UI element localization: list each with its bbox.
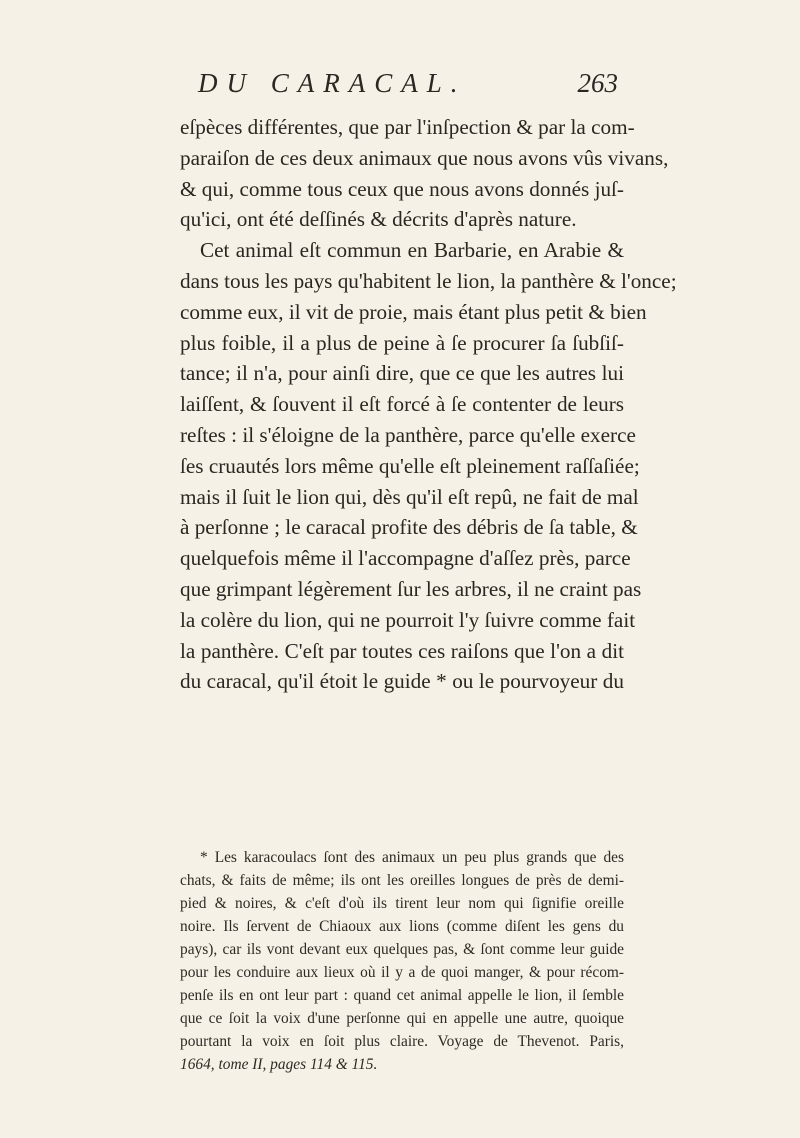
footnote-line: pour les conduire aux lieux où il y a de quoi manger, & pour récom- bbox=[180, 964, 624, 981]
footnote-line: pourtant la voix en ſoit plus claire. Voyage de Thevenot. Paris, bbox=[180, 1033, 624, 1050]
body-line: tance; il n'a, pour ainſi dire, que ce que les autres lui bbox=[180, 361, 624, 386]
running-head bbox=[188, 68, 618, 108]
footnote-line: 1664, tome II, pages 114 & 115. bbox=[180, 1056, 378, 1073]
body-line: quelquefois même il l'accompagne d'aſſez près, parce bbox=[180, 546, 631, 571]
footnote-line: penſe ils en ont leur part : quand cet animal appelle le lion, il ſemble bbox=[180, 987, 624, 1004]
body-line: Cet animal eſt commun en Barbarie, en Arabie & bbox=[200, 238, 624, 263]
footnote-line: pied & noires, & c'eſt d'où ils tirent leur nom qui ſignifie oreille bbox=[180, 895, 624, 912]
footnote-line: * Les karacoulacs ſont des animaux un peu plus grands que des bbox=[200, 849, 624, 866]
body-line: la panthère. C'eſt par toutes ces raiſons que l'on a dit bbox=[180, 638, 624, 663]
body-line: la colère du lion, qui ne pourroit l'y ſuivre comme fait bbox=[180, 607, 636, 632]
body-line: & qui, comme tous ceux que nous avons donnés juſ- bbox=[180, 176, 624, 201]
footnote bbox=[180, 846, 624, 1076]
body-line: que grimpant légèrement ſur les arbres, il ne craint pas bbox=[180, 576, 642, 601]
body-line: mais il ſuit le lion qui, dès qu'il eſt repû, ne fait de mal bbox=[180, 484, 639, 509]
footnote-line: que ce ſoit la voix d'une perſonne qui en appelle une autre, quoique bbox=[180, 1010, 624, 1027]
footnote-line: noire. Ils ſervent de Chiaoux aux lions (comme diſent les gens du bbox=[180, 918, 624, 935]
body-line: plus foible, il a plus de peine à ſe procurer ſa ſubſiſ- bbox=[180, 330, 624, 355]
body-line: comme eux, il vit de proie, mais étant plus petit & bien bbox=[180, 299, 647, 324]
running-title: DU CARACAL. bbox=[198, 68, 467, 98]
page-number: 263 bbox=[577, 68, 618, 98]
body-line: qu'ici, ont été deſſinés & décrits d'après nature. bbox=[180, 207, 577, 232]
body-text bbox=[180, 112, 677, 697]
body-line: reſtes : il s'éloigne de la panthère, parce qu'elle exerce bbox=[180, 422, 636, 447]
footnote-line: chats, & faits de même; ils ont les oreilles longues de près de demi- bbox=[180, 872, 624, 889]
body-line: ſes cruautés lors même qu'elle eſt pleinement raſſaſiée; bbox=[180, 453, 640, 478]
body-line: dans tous les pays qu'habitent le lion, la panthère & l'once; bbox=[180, 268, 677, 293]
body-line: à perſonne ; le caracal profite des débris de ſa table, & bbox=[180, 515, 638, 540]
footnote-line: pays), car ils vont devant eux quelques pas, & ſont comme leur guide bbox=[180, 941, 624, 958]
body-line: eſpèces différentes, que par l'inſpection & par la com- bbox=[180, 115, 635, 139]
body-line: du caracal, qu'il étoit le guide * ou le pourvoyeur du bbox=[180, 669, 624, 694]
body-line: paraiſon de ces deux animaux que nous avons vûs vivans, bbox=[180, 145, 669, 170]
body-line: laiſſent, & ſouvent il eſt forcé à ſe contenter de leurs bbox=[180, 392, 624, 417]
